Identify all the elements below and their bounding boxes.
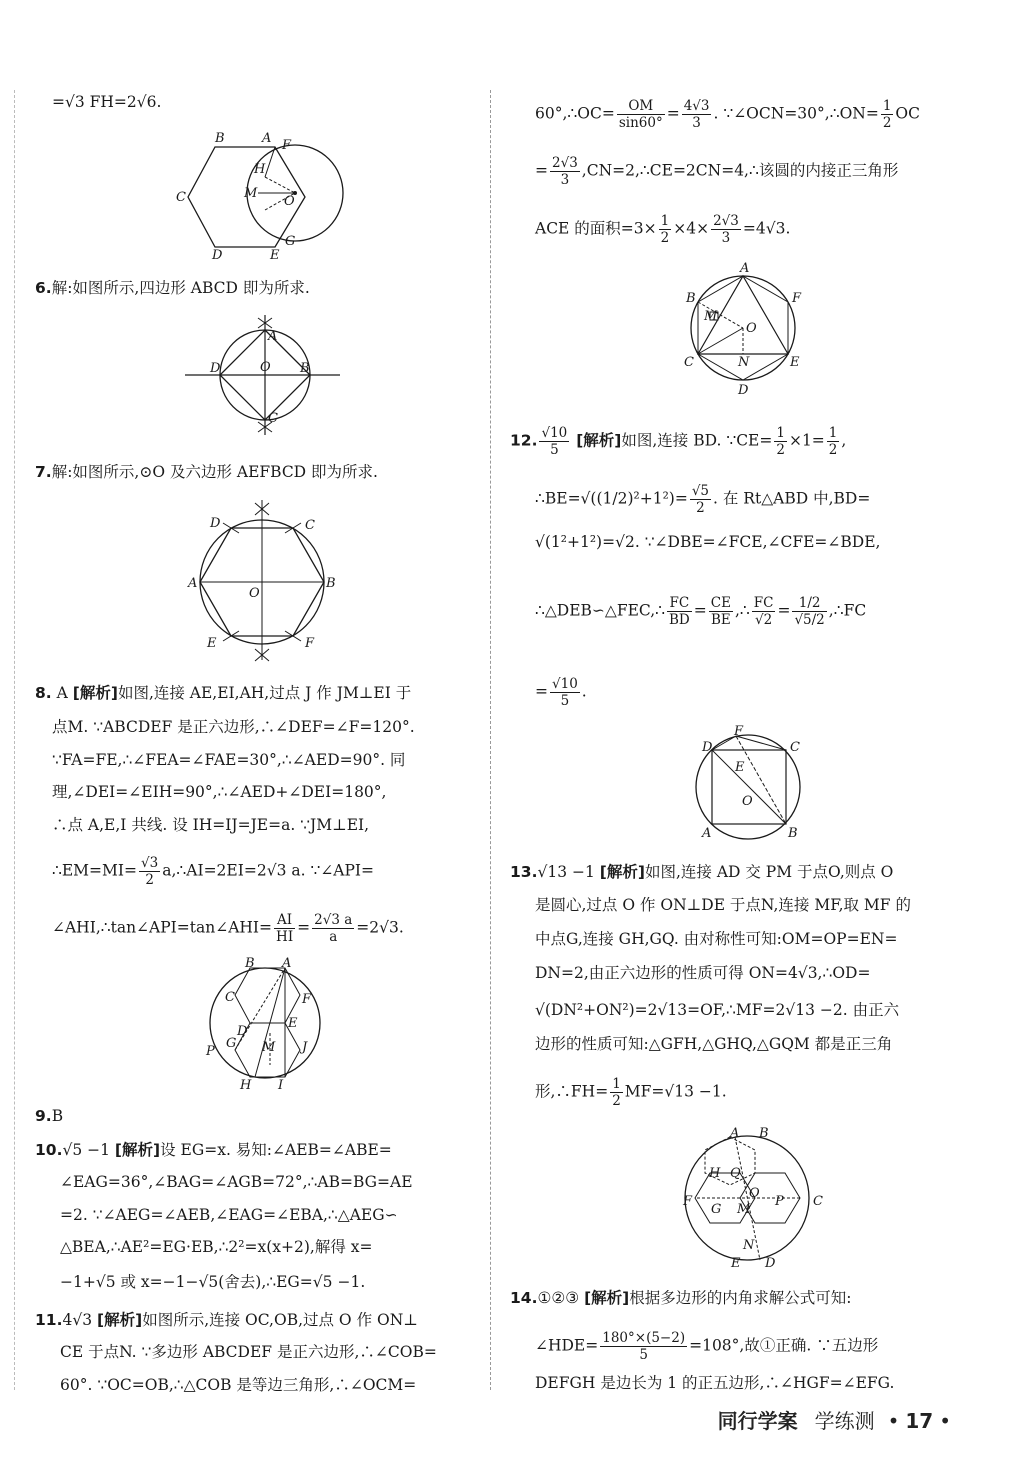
q13-line7: 形,∴FH= $\frac{1}{2}$ MF=√13 −1. [535,1076,727,1109]
fraction: $\frac{2√3 a}{a}$ [314,912,353,945]
label-O: O [260,360,271,375]
label-E: E [288,1016,298,1031]
q12-text: √(1²+1²)=√2. ∵∠DBE=∠FCE,∠CFE=∠BDE, [535,533,881,551]
label-M: M [704,309,718,324]
label-I: I [278,1078,284,1093]
q11-text: 60°. ∵OC=OB,∴△COB 是等边三角形,∴∠OCM= [60,1376,417,1394]
answer: B [51,1107,64,1125]
fraction: $\frac{√3}{2}$ [141,855,159,888]
label-G: G [711,1202,722,1217]
label-A: A [188,576,198,591]
q10-text: 设 EG=x. 易知:∠AEB=∠ABE= [160,1141,392,1159]
label-B: B [686,291,696,306]
q8-text: ∵FA=FE,∴∠FEA=∠FAE=30°,∴∠AED=90°. 同 [52,751,406,769]
q10-line1 [35,1140,392,1160]
q13-text: 中点G,连接 GH,GQ. 由对称性可知:OM=OP=EN= [535,930,898,948]
figure-q13-hexagons-circle [675,1125,830,1274]
label-F: F [282,138,292,153]
label-Q: Q [730,1166,741,1181]
label-M: M [262,1040,276,1055]
r-line1: 60°,∴OC= $\frac{OM}{\sin 60^\circ}$ = $\frac{4√3}{3}$ . ∵∠OCN=30°,∴ON= $\frac{1}{2}$ OC [535,98,920,131]
label-D: D [210,361,221,376]
question-number: 14. [510,1289,538,1307]
column-divider [490,90,491,1390]
page-footer: 同行学案 学练测 • 17 • [717,1409,951,1433]
q12-line4: ∴△DEB∽△FEC,∴ $\frac{FC}{BD}$ = $\frac{CE}{BE}$ ,∴ $\frac{FC}{√2}$ = $\frac{1/2}{√5/2}$ ,∴FC [535,595,867,628]
q8-text: =2√3. [356,918,404,937]
label-A: A [268,329,278,344]
binding-margin-line [14,90,15,1390]
label-F: F [305,636,315,651]
label-F: F [683,1194,693,1209]
label-H: H [709,1166,721,1181]
q8-line1 [35,683,411,703]
label-F: F [734,724,744,739]
question-number: 11. [35,1311,63,1329]
analysis-tag: [解析] [97,1311,143,1329]
label-E: E [731,1256,741,1271]
analysis-tag: [解析] [114,1141,161,1159]
label-A: A [702,826,712,841]
label-D: D [212,248,223,263]
analysis-tag: [解析] [72,684,118,702]
q12-line2: ∴BE=√((1/2)²+1²)= $\frac{√5}{2}$ . 在 Rt△ABD 中,BD= [535,483,871,516]
label-C: C [268,411,278,426]
label-D: D [702,740,713,755]
label-C: C [305,518,315,533]
q7-line [35,462,378,482]
q8-text: a,∴AI=2EI=2√3 a. ∵∠API= [162,861,375,880]
q11-text: 如图所示,连接 OC,OB,过点 O 作 ON⊥ [142,1311,418,1329]
q7-text: 解:如图所示,⊙O 及六边形 AEFBCD 即为所求. [51,463,378,481]
q10-text: =2. ∵∠AEG=∠AEB,∠EAG=∠EBA,∴△AEG∽ [60,1206,398,1224]
label-O: O [249,586,260,601]
q8-text: 理,∠DEI=∠EIH=90°,∴∠AED+∠DEI=180°, [52,783,387,801]
label-E: E [207,636,217,651]
label-D: D [738,383,749,398]
answer: A [56,684,68,702]
label-O: O [746,321,757,336]
figure-q6-square [180,310,345,444]
question-number: 12. [510,431,538,450]
label-E: E [735,760,745,775]
label-D: D [765,1256,776,1271]
answer: 4√3 [62,1311,93,1329]
question-number: 13. [510,863,538,881]
label-O: O [284,194,295,209]
q12-line5: = $\frac{√10}{5}$ . [535,676,587,709]
label-B: B [215,131,225,146]
q10-text: ∠EAG=36°,∠BAG=∠AGB=72°,∴AB=BG=AE [60,1173,413,1191]
q8-text: 如图,连接 AE,EI,AH,过点 J 作 JM⊥EI 于 [117,684,412,702]
question-number: 10. [35,1141,63,1159]
label-C: C [225,990,235,1005]
q8-line6 [52,855,374,888]
answer: √5 −1 [62,1141,110,1159]
q8-line7: ∠AHI,∴tan∠API=tan∠AHI= $\frac{AI}{HI}$ = $\frac{2√3 a}{a}$ =2√3. [52,912,404,945]
figure-q8-hexagons [200,955,330,1094]
question-number: 7. [35,463,52,481]
figure-q12-square-circle [690,725,810,849]
q10-text: −1+√5 或 x=−1−√5(舍去),∴EG=√5 −1. [60,1273,366,1291]
question-number: 6. [35,279,52,297]
q13-text: 是圆心,过点 O 作 ON⊥DE 于点N,连接 MF,取 MF 的 [535,896,911,914]
r-line3: ACE 的面积=3× $\frac{1}{2}$ ×4× $\frac{2√3}{3}$ =4√3. [535,213,791,246]
label-B: B [300,361,310,376]
analysis-tag: [解析] [576,431,622,450]
label-C: C [684,355,694,370]
label-B: B [326,576,336,591]
analysis-tag: [解析] [599,863,645,881]
question-number: 8. [35,684,52,702]
label-F: F [302,992,312,1007]
label-J: J [302,1040,308,1055]
q13-text: DN=2,由正六边形的性质可得 ON=4√3,∴OD= [535,964,871,982]
q13-text: 如图,连接 AD 交 PM 于点O,则点 O [644,863,894,881]
label-C: C [176,190,186,205]
label-O: O [749,1186,760,1201]
fraction: $\frac{AI}{HI}$ [276,912,294,945]
series-name: 学练测 [814,1409,875,1433]
label-G: G [285,234,296,249]
q14-text: DEFGH 是边长为 1 的正五边形,∴∠HGF=∠EFG. [535,1374,895,1392]
label-C: C [813,1194,823,1209]
label-A: A [282,956,292,971]
q12-line1: 12. $\frac{√10}{5}$ [解析]如图,连接 BD. ∵CE= $\frac{1}{2}$ ×1= $\frac{1}{2}$ , [510,425,847,458]
label-M: M [244,186,258,201]
brand-name: 同行学案 [717,1409,798,1433]
q13-text: √(DN²+ON²)=2√13=OF,∴MF=2√13 −2. 由正六 [535,1001,900,1019]
label-E: E [270,248,280,263]
q11-text: CE 于点N. ∵多边形 ABCDEF 是正六边形,∴∠COB= [60,1343,437,1361]
q9-line [35,1106,63,1126]
answer: √13 −1 [537,863,595,881]
label-H: H [254,162,266,177]
q14-line2: ∠HDE= $\frac{180^\circ\times(5-2)}{5}$ =108°,故①正确. ∵五边形 [535,1330,879,1363]
label-B: B [788,826,798,841]
figure-q11-hexagon-triangle [680,260,810,404]
label-O: O [742,794,753,809]
q13-text: 边形的性质可知:△GFH,△GHQ,△GQM 都是正三角 [535,1035,893,1053]
label-G: G [226,1036,237,1051]
page-number: 17 [905,1409,934,1433]
q11-line1 [35,1310,418,1330]
label-D: D [237,1024,248,1039]
label-H: H [240,1078,252,1093]
q8-text: ∴点 A,E,I 共线. 设 IH=IJ=JE=a. ∵JM⊥EI, [52,816,370,834]
label-B: B [245,956,255,971]
q6-line [35,278,310,298]
label-D: D [210,516,221,531]
analysis-tag: [解析] [584,1289,630,1307]
label-N: N [738,355,750,370]
label-P: P [206,1044,215,1059]
label-A: A [740,261,750,276]
label-F: F [792,291,802,306]
label-N: N [743,1238,755,1253]
figure-q7-hexagon [185,495,345,669]
label-M: M [737,1202,751,1217]
q14-line1: 14.①②③ [解析]根据多边形的内角求解公式可知: [510,1289,852,1307]
label-P: P [775,1194,784,1209]
q10-text: △BEA,∴AE²=EG·EB,∴2²=x(x+2),解得 x= [60,1238,373,1256]
label-B: B [759,1126,769,1141]
question-number: 9. [35,1107,52,1125]
answer: ①②③ [537,1289,580,1307]
label-A: A [262,131,272,146]
q8-text: 点M. ∵ABCDEF 是正六边形,∴∠DEF=∠F=120°. [52,718,415,736]
figure-q5-hexagon-circle [170,125,360,269]
r-line2: = $\frac{2√3}{3}$ ,CN=2,∴CE=2CN=4,∴该圆的内接正三角形 [535,155,899,188]
q13-line1 [510,862,893,882]
q8-text: ∠AHI,∴tan∠API=tan∠AHI= [52,918,273,937]
q8-text: ∴EM=MI= [52,861,138,880]
continued-line: =√3 FH=2√6. [52,93,162,111]
q6-text: 解:如图所示,四边形 ABCD 即为所求. [51,279,310,297]
label-E: E [790,355,800,370]
label-C: C [790,740,800,755]
label-A: A [730,1126,740,1141]
